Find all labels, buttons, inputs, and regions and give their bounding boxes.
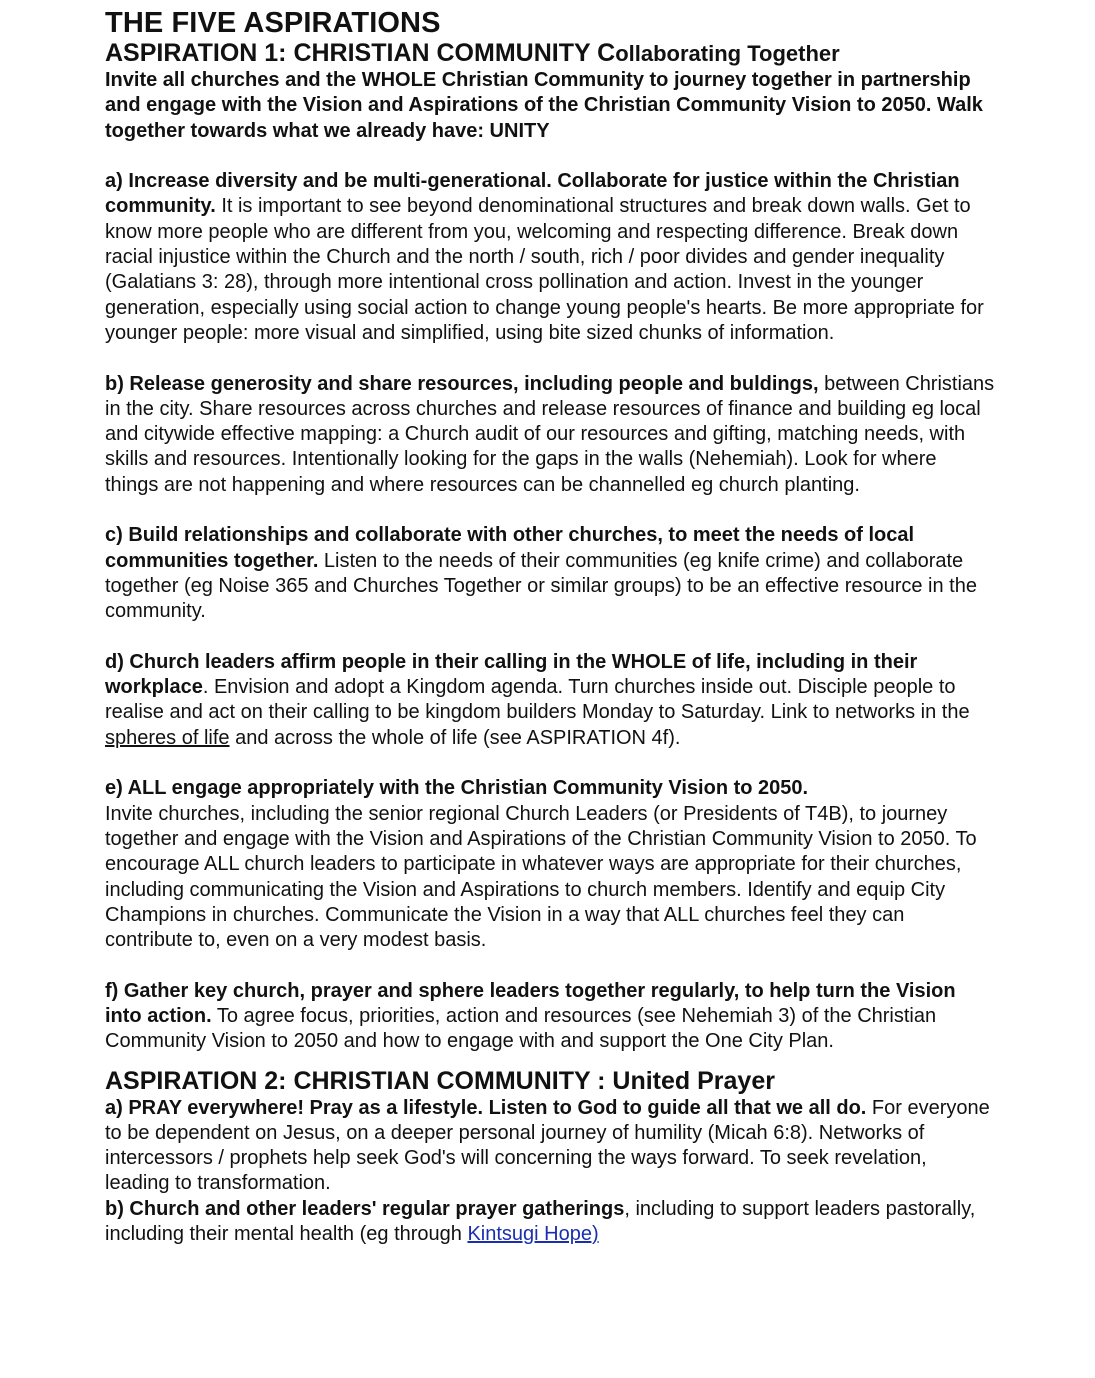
aspiration-1-heading [105, 39, 995, 68]
aspiration-1f-text: To agree focus, priorities, action and resources (see Nehemiah 3) of the Christian Community Vision to 2050 and how to engage with and support the One City Plan. [105, 1004, 937, 1053]
aspiration-1e-lead: e) ALL engage appropriately with the Christian Community Vision to 2050. [105, 777, 809, 800]
aspiration-1e-text: Invite churches, including the senior regional Church Leaders (or Presidents of T4B), to journey together and engage with the Vision and Aspirations of the Christian Community Vision to 2050. To encourage ALL church leaders to participate in whatever ways are appropriate for their churches, including communicating the Vision and Aspirations to church members. Identify and equip City Champions in churches. Communicate the Vision in a way that ALL churches feel they can contribute to, even on a very modest basis. [105, 802, 977, 952]
spacer [105, 625, 995, 650]
aspiration-1d-text-1: . Envision and adopt a Kingdom agenda. Turn churches inside out. Disciple people to realise and act on their calling to be kingdom builders Monday to Saturday. Link to networks in the [105, 676, 970, 724]
spacer [105, 953, 995, 978]
aspiration-1c-lead: c) Build relationships and collaborate with other churches, to meet the needs of local communities together. [105, 524, 915, 572]
aspiration-2a-text: For everyone to be dependent on Jesus, on a deeper personal journey of humility (Micah 6:8). Networks of intercessors / prophets help seek God's will concerning the ways forward. To seek revelation, leading to transformation. [105, 1096, 990, 1195]
aspiration-2b-paragraph [105, 1197, 995, 1248]
aspiration-1-heading-sub: ollaborating Together [615, 41, 840, 66]
document-title: THE FIVE ASPIRATIONS [105, 7, 441, 39]
spacer [105, 1055, 995, 1067]
aspiration-1c-paragraph [105, 523, 995, 624]
aspiration-1b-paragraph [105, 372, 995, 498]
aspiration-2a-paragraph [105, 1096, 995, 1197]
aspiration-1c-text: Listen to the needs of their communities (eg knife crime) and collaborate together (eg Noise 365 and Churches Together or similar groups) to be an effective resource in the community. [105, 549, 977, 623]
aspiration-1b-text: between Christians in the city. Share resources across churches and release resources of finance and building eg local and citywide effective mapping: a Church audit of our resources and gifting, matching needs, with skills and resources. Intentionally looking for the gaps in the walls (Nehemiah). Look for where things are not happening and where resources can be channelled eg church planting. [105, 372, 995, 496]
aspiration-2-heading: ASPIRATION 2: CHRISTIAN COMMUNITY : United Prayer [105, 1066, 775, 1095]
spheres-of-life-link[interactable]: spheres of life [105, 726, 230, 749]
aspiration-2b-text: , including to support leaders pastorally, including their mental health (eg through [105, 1197, 976, 1246]
aspiration-1f-paragraph [105, 979, 995, 1055]
spacer [105, 144, 995, 169]
aspiration-1f-lead: f) Gather key church, prayer and sphere leaders together regularly, to help turn the Vision into action. [105, 979, 956, 1027]
aspiration-1a-paragraph [105, 169, 995, 346]
aspiration-1a-lead: a) Increase diversity and be multi-generational. Collaborate for justice within the Christian community. [105, 170, 960, 218]
aspiration-1a-text: It is important to see beyond denominational structures and break down walls. Get to know more people who are different from you, welcoming and respecting difference. Break down racial injustice within the Church and the north / south, rich / poor divides and gender inequality (Galatians 3: 28), through more intentional cross pollination and action. Invest in the younger generation, especially using social action to change young people's hearts. Be more appropriate for younger people: more visual and simplified, using bite sized chunks of information. [105, 195, 984, 344]
aspiration-1-intro: Invite all churches and the WHOLE Christian Community to journey together in partnership and engage with the Vision and Aspirations of the Christian Community Vision to 2050. Walk together towards what we already have: UNITY [105, 69, 983, 142]
aspiration-1e-paragraph [105, 776, 995, 953]
aspiration-1-heading-main: ASPIRATION 1: CHRISTIAN COMMUNITY C [105, 39, 616, 67]
aspiration-1d-paragraph [105, 650, 995, 751]
kintsugi-hope-link[interactable]: Kintsugi Hope) [467, 1223, 599, 1246]
aspiration-1d-text-2: and across the whole of life (see ASPIRATION 4f). [229, 726, 681, 749]
aspiration-1d-lead: d) Church leaders affirm people in their calling in the WHOLE of life, including in their workplace [105, 650, 918, 699]
aspiration-2b-lead: b) Church and other leaders' regular prayer gatherings [105, 1197, 625, 1220]
aspiration-1b-lead: b) Release generosity and share resources, including people and buldings, [105, 372, 819, 395]
aspiration-2a-lead: a) PRAY everywhere! Pray as a lifestyle. Listen to God to guide all that we all do. [105, 1096, 867, 1119]
spacer [105, 346, 995, 371]
spacer [105, 751, 995, 776]
document-page [105, 8, 995, 1247]
spacer [105, 498, 995, 523]
